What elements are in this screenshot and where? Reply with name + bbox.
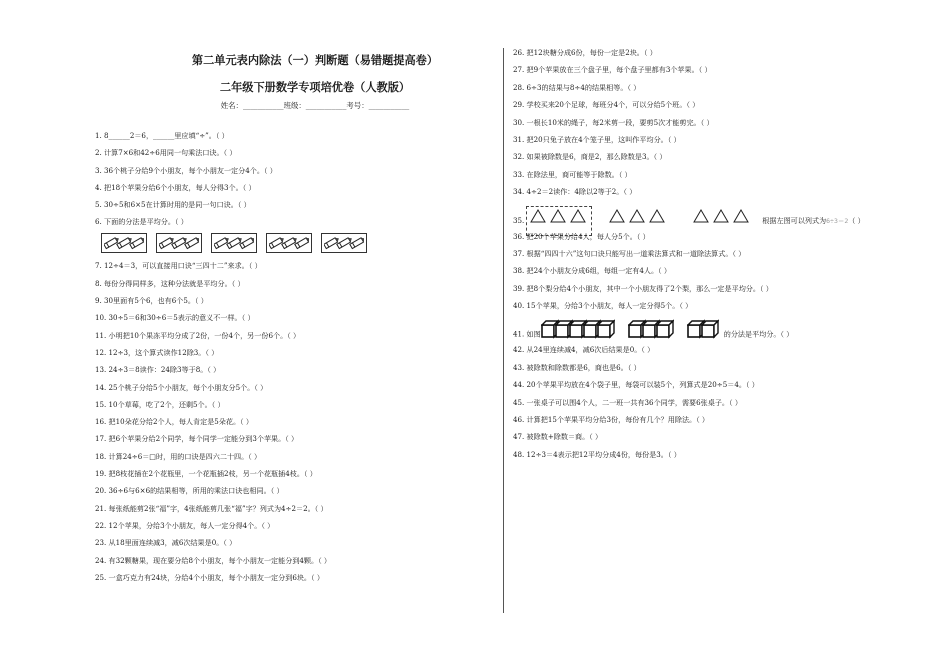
question-item: 2. 计算7×6和42÷6用同一句乘法口诀。（ ） <box>95 148 237 158</box>
question-item: 8. 每份分得同样多，这种分法就是平均分。（ ） <box>95 278 245 288</box>
question-item: 39. 把8个梨分给4个小朋友，其中一个小朋友得了2个梨，那么一定是平均分。（ ） <box>513 283 773 293</box>
q35-formula: 6÷3＝2 <box>826 216 849 225</box>
question-item: 23. 从18里面连续减3，减6次结果是0。（ ） <box>95 538 237 548</box>
question-item-35 <box>513 206 913 233</box>
question-item: 13. 24÷3＝8读作：24除3等于8。（ ） <box>95 365 221 375</box>
question-item: 28. 6÷3的结果与8÷4的结果相等。（ ） <box>513 82 641 92</box>
right-column <box>513 49 913 468</box>
pencil-group-box <box>156 233 202 253</box>
q35-number: 35. <box>513 215 525 225</box>
question-item: 12. 12÷3，这个算式读作12除3。（ ） <box>95 347 219 357</box>
triangle-group <box>608 208 668 234</box>
right-question-list <box>513 49 913 468</box>
worksheet-subtitle: 二年级下册数学专项培优卷（人教版） <box>219 80 411 94</box>
question-item: 7. 12÷4＝3，可以直接用口诀“三四十二”来求。（ ） <box>95 261 262 271</box>
pencil-group-box <box>321 233 367 253</box>
pencil-group-box <box>266 233 312 253</box>
question-item: 20. 36÷6与6×6的结果相等，所用的乘法口诀也相同。（ ） <box>95 486 284 496</box>
question-item: 45. 一张桌子可以围4个人，二一班一共有36个同学，需要6张桌子。（ ） <box>513 397 742 407</box>
pencil-icon <box>214 236 254 250</box>
student-info-line: 姓名：___________班级：___________考号：___________ <box>220 101 410 110</box>
question-item: 6. 下面的分法是平均分。（ ） <box>95 217 188 227</box>
question-item: 18. 计算24÷6＝□时，用的口诀是四六二十四。（ ） <box>95 451 262 461</box>
q41-number: 41. 如图 <box>513 329 541 339</box>
left-question-list <box>95 132 495 591</box>
question-item: 24. 有32颗糖果，现在要分给8个小朋友，每个小朋友一定能分到4颗。（ ） <box>95 555 332 565</box>
left-column <box>95 52 495 591</box>
question-item: 17. 把6个苹果分给2个同学，每个同学一定能分到3个苹果。（ ） <box>95 434 299 444</box>
question-item: 29. 学校买来20个足球，每班分4个，可以分给5个班。（ ） <box>513 100 700 110</box>
question-item: 15. 10个草莓，吃了2个，还剩5个。（ ） <box>95 399 225 409</box>
question-item: 32. 如果被除数是6，商是2，那么除数是3。（ ） <box>513 152 667 162</box>
question-item: 37. 根据“四四十六”这句口诀只能写出一道乘法算式和一道除法算式。（ ） <box>513 248 746 258</box>
question-item: 31. 把20只兔子放在4个笼子里，这叫作平均分。（ ） <box>513 134 681 144</box>
pencil-group-box <box>101 233 147 253</box>
question-item: 40. 15个苹果，分给3个小朋友，每人一定分得5个。（ ） <box>513 301 693 311</box>
triangle-group <box>692 208 752 234</box>
question-item: 21. 每张纸能剪2张“福”字，4张纸能剪几张“福”字？列式为4÷2＝2。（ ） <box>95 503 328 513</box>
question-item: 46. 计算把15个苹果平均分给3份，每份有几个？用除法。（ ） <box>513 415 710 425</box>
question-item: 47. 被除数+除数＝商。（ ） <box>513 432 603 442</box>
pencil-icon <box>269 236 309 250</box>
pencil-group-box <box>211 233 257 253</box>
question-item: 3. 36个桃子分给9个小朋友，每个小朋友一定分4个。（ ） <box>95 165 277 175</box>
question-item: 27. 把9个苹果放在三个盘子里，每个盘子里都有3个苹果。（ ） <box>513 65 712 75</box>
question-item: 10. 30÷5＝6和30÷6＝5表示的意义不一样。（ ） <box>95 313 255 323</box>
question-item: 22. 12个苹果，分给3个小朋友，每人一定分得4个。（ ） <box>95 520 275 530</box>
question-item: 9. 30里面有5个6，也有6个5。（ ） <box>95 296 208 306</box>
column-divider <box>503 48 504 613</box>
question-item: 33. 在除法里，商可能等于除数。（ ） <box>513 169 632 179</box>
question-item: 25. 一盒巧克力有24块，分给4个小朋友，每个小朋友一定分到6块。（ ） <box>95 572 324 582</box>
question-item: 48. 12÷3＝4表示把12平均分成4份，每份是3。（ ） <box>513 449 681 459</box>
question-item: 44. 20个苹果平均放在4个袋子里，每袋可以装5个，列算式是20÷5＝4。（ ） <box>513 380 759 390</box>
question-item: 26. 把12块糖分成6份，每份一定是2块。（ ） <box>513 48 657 57</box>
question-item-41 <box>513 319 913 346</box>
question-item: 36. 把20个苹果分给4人，每人分5个。（ ） <box>513 231 650 241</box>
question-item: 43. 被除数和除数都是6，商也是6。（ ） <box>513 362 641 372</box>
question-item: 42. 从24里连续减4，减6次后结果是0。（ ） <box>513 345 655 355</box>
pencil-icon <box>324 236 364 250</box>
q35-blank: （ ） <box>848 215 865 225</box>
question-item: 38. 把24个小朋友分成6组，每组一定有4人。（ ） <box>513 266 671 276</box>
worksheet-title: 第二单元表内除法（一）判断题（易错题提高卷） <box>191 53 439 67</box>
q35-text: 根据左图可以列式为 <box>762 215 827 225</box>
question-item: 4. 把18个苹果分给6个小朋友，每人分得3个。（ ） <box>95 182 256 192</box>
question-item: 19. 把8枝花插在2个花瓶里，一个花瓶插2枝，另一个花瓶插4枝。（ ） <box>95 469 317 479</box>
pencil-groups-figure <box>101 233 495 262</box>
pencil-icon <box>159 236 199 250</box>
question-item: 5. 30÷5和6×5在计算时用的是同一句口诀。（ ） <box>95 200 251 210</box>
question-item: 1. 8______2＝6，______里应填“÷”。（ ） <box>95 131 229 140</box>
q41-text: 的分法是平均分。（ ） <box>723 329 794 339</box>
question-item: 30. 一根长10米的绳子，每2米剪一段，要剪5次才能剪完。（ ） <box>513 117 714 127</box>
question-item: 16. 把10朵花分给2个人，每人肯定是5朵花。（ ） <box>95 417 253 427</box>
question-item: 34. 4÷2＝2读作：4除以2等于2。（ ） <box>513 187 637 197</box>
pencil-icon <box>104 236 144 250</box>
question-item: 11. 小明把10个果冻平均分成了2份，一份4个，另一份6个。（ ） <box>95 330 301 340</box>
cube-group-icon <box>687 319 719 350</box>
question-item: 14. 25个桃子分给5个小朋友，每个小朋友分5个。（ ） <box>95 382 268 392</box>
